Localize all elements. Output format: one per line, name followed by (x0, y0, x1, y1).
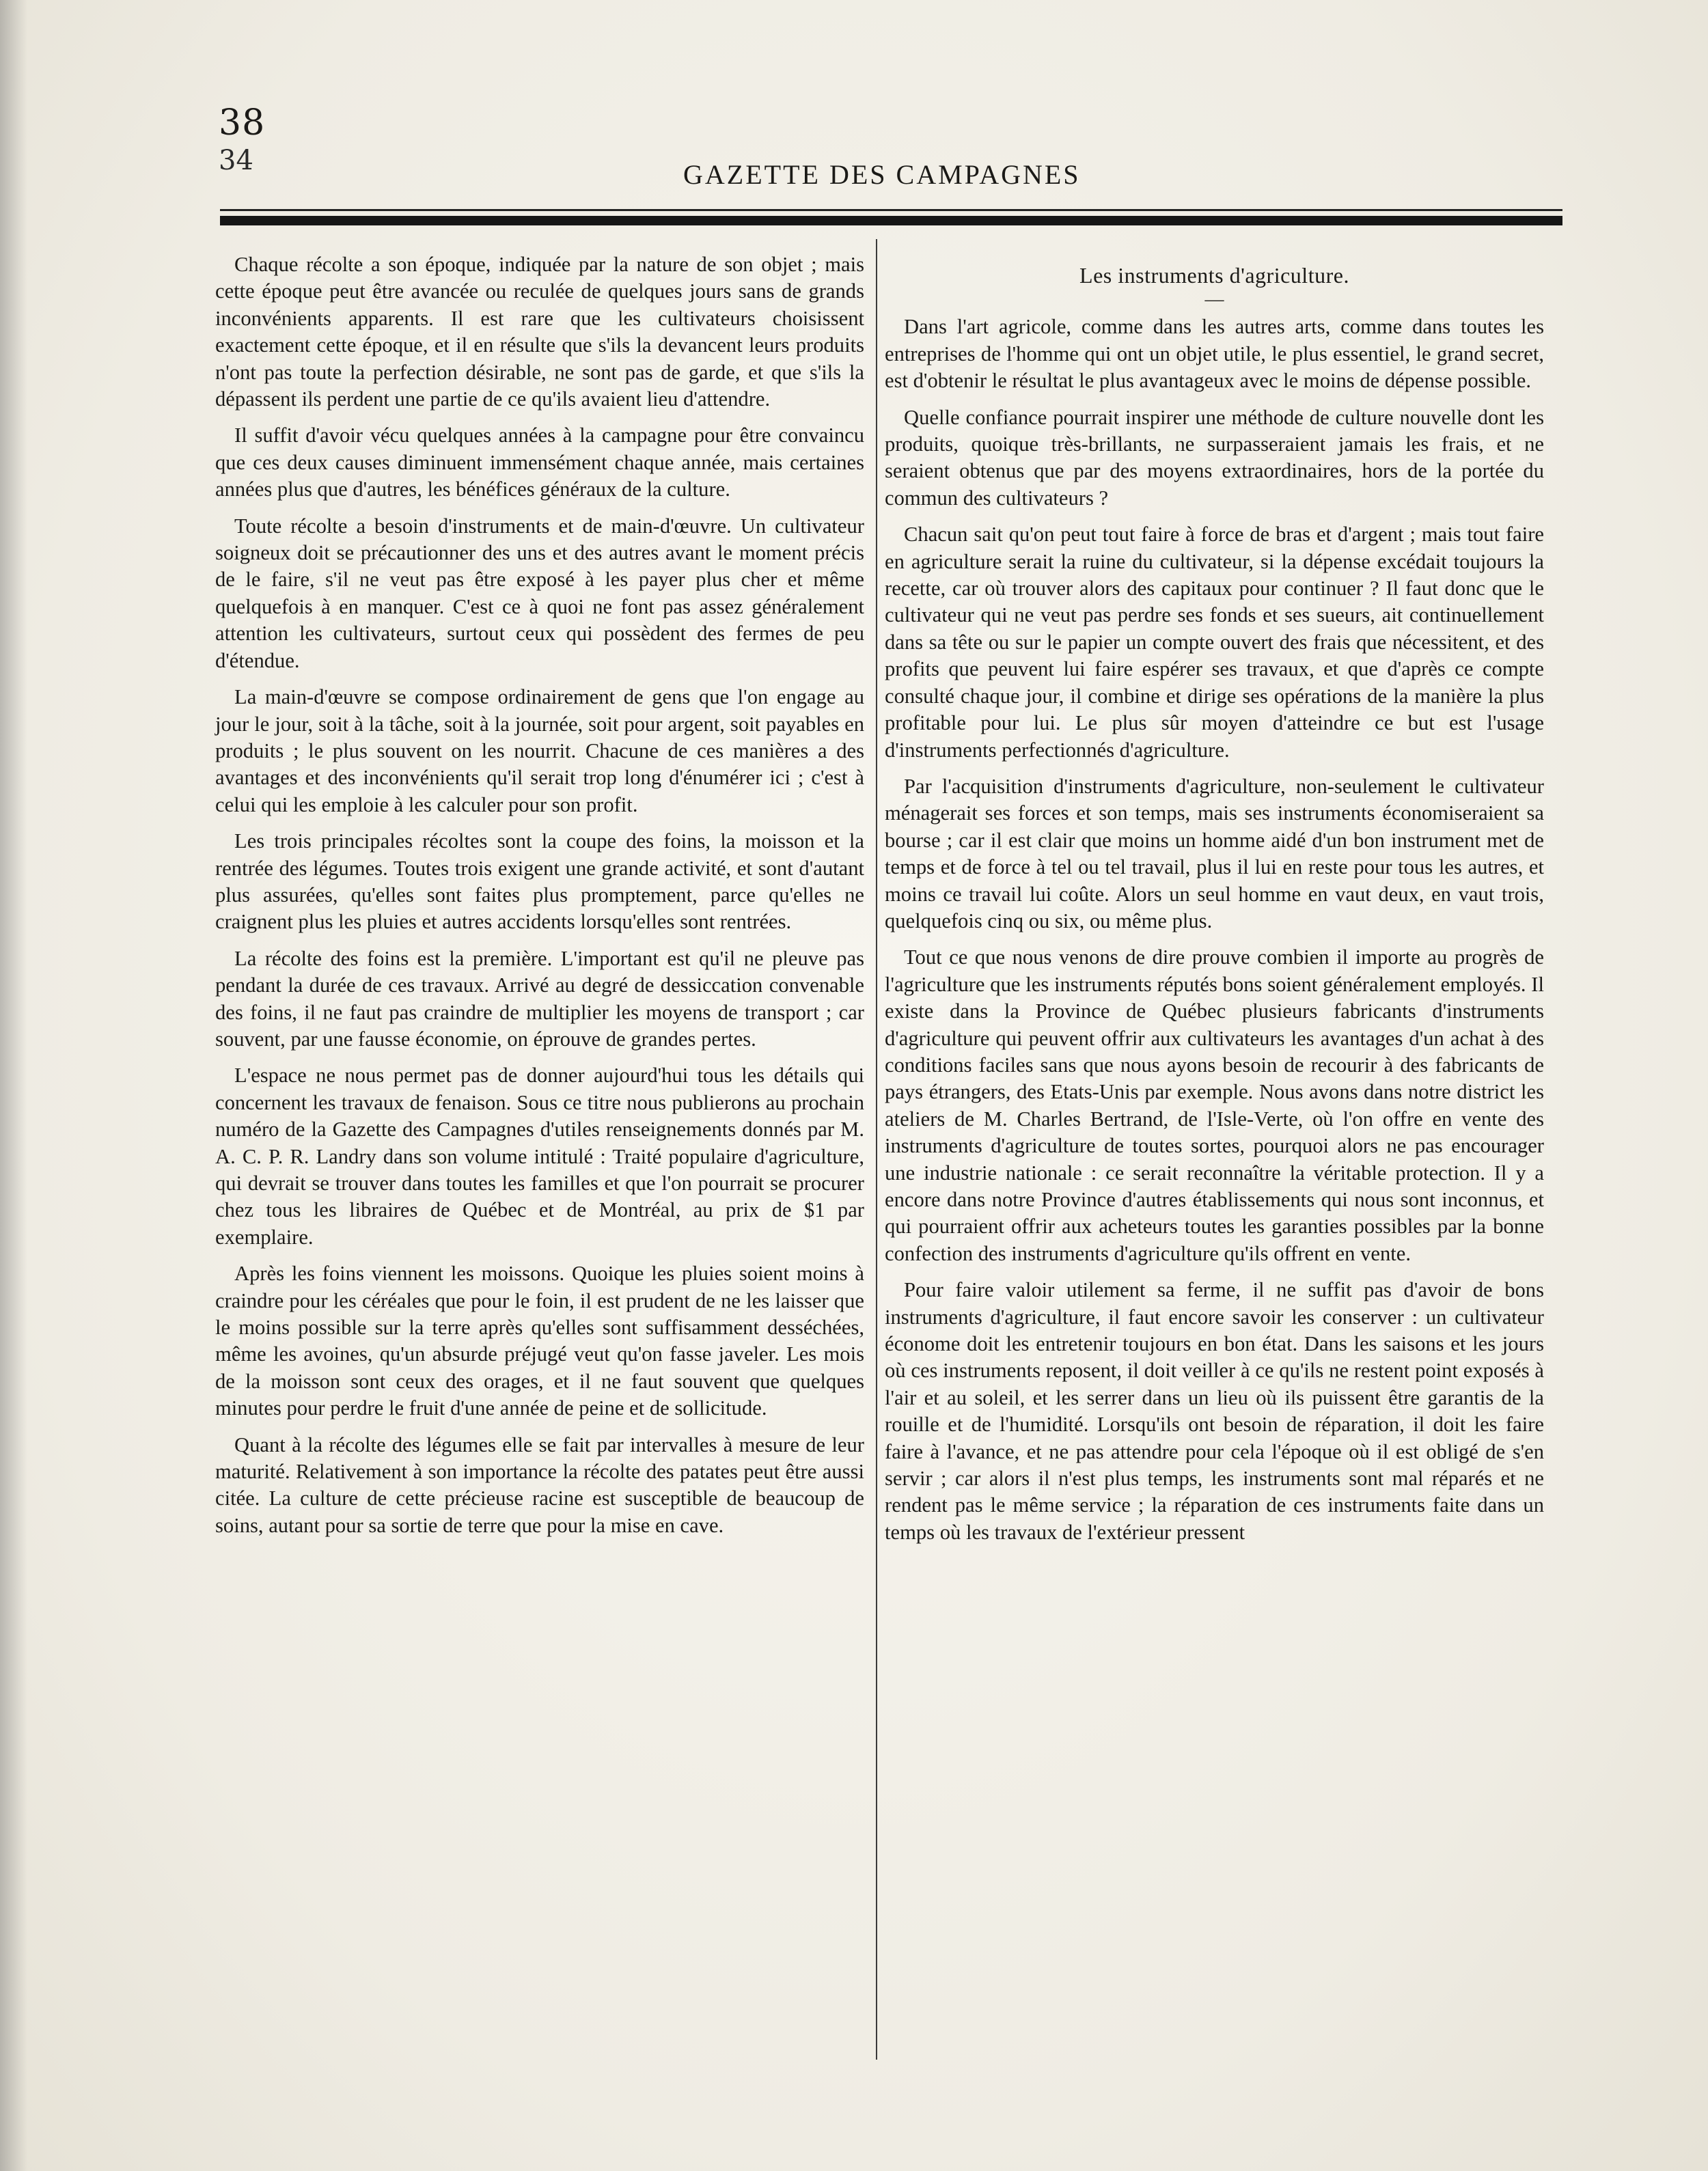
paragraph: Quelle confiance pourrait inspirer une méthode de culture nouvelle dont les produits, quoique très-brillants, ne surpasseraient jamais les frais, et ne seraient obtenus que par des moyens extraordinaires, hors de la portée du commun des cultivateurs ? (885, 405, 1544, 510)
paragraph: L'espace ne nous permet pas de donner aujourd'hui tous les détails qui concernent les travaux de fenaison. Sous ce titre nous publierons au prochain numéro de la Gazette des Campagnes d'utiles renseignements donnés par M. A. C. P. R. Landry dans son volume intitulé : Traité populaire d'agriculture, qui devrait se trouver dans toutes les familles et que l'on pourrait se procurer chez tous les libraires de Québec et de Montréal, au prix de $1 par exemplaire. (215, 1064, 864, 1249)
scan-edge-shadow (0, 0, 27, 2171)
column-divider (876, 239, 877, 2060)
header-rule-thin (220, 209, 1562, 211)
paragraph: Pour faire valoir utilement sa ferme, il ne suffit pas d'avoir de bons instruments d'agriculture, il faut encore savoir les conserver : un cultivateur économe doit les entretenir toujours en bon état. Dans les saisons et les jours où ces instruments reposent, il doit veiller à ce qu'ils ne restent point exposés à l'air et au soleil, et les serrer dans un lieu où ils puissent être garantis de la rouille et de l'humidité. Lorsqu'ils ont besoin de réparation, il doit les faire faire à l'avance, et ne pas attendre pour cela l'époque où il est obligé de s'en servir ; car alors il n'est plus temps, les instruments sont mal réparés et ne rendent pas le même service ; la réparation de ces instruments faite dans un temps où les travaux de l'extérieur pressent (885, 1278, 1544, 1544)
paragraph: Tout ce que nous venons de dire prouve combien il importe au progrès de l'agriculture que les instruments réputés bons soient généralement employés. Il existe dans la Province de Québec plusieurs fabricants d'instruments d'agriculture qui peuvent offrir aux cultivateurs les avantages d'un achat à des conditions faciles sans que nous ayons besoin de recourir à des fabricants de pays étrangers, des Etats-Unis par exemple. Nous avons dans notre district les ateliers de M. Charles Bertrand, de l'Isle-Verte, où l'on offre en vente des instruments d'agriculture de toutes sortes, pourquoi alors ne pas encourager une industrie nationale : ce serait reconnaître la véritable protection. Il y a encore dans notre Province d'autres établissements qui nous sont inconnus, et qui pourraient offrir aux acheteurs toutes les garanties possibles par la bonne confection des instruments d'agriculture qu'ils offrent en vente. (885, 945, 1544, 1265)
masthead-title: GAZETTE DES CAMPAGNES (683, 159, 1081, 190)
paragraph: Après les foins viennent les moissons. Quoique les pluies soient moins à craindre pour les céréales que pour le foin, il est prudent de ne les laisser que le moins possible sur la terre après qu'elles sont suffisamment desséchées, même les avoines, qu'un absurde préjugé veut qu'on fasse javeler. Les mois de la moisson sont ceux des orages, et il ne faut souvent que quelques minutes pour perdre le fruit d'une année de peine et de sollicitude. (215, 1262, 864, 1420)
header-rule-thick (220, 216, 1562, 225)
title-dash: — (1204, 289, 1224, 311)
paragraph: Chaque récolte a son époque, indiquée par la nature de son objet ; mais cette époque peut être avancée ou reculée de quelques jours sans de grands inconvénients apparents. Il est rare que les cultivateurs choisissent exactement cette époque, et il en résulte que s'ils la devancent leurs produits n'ont pas toute la perfection désirable, ne sont pas de garde, et que s'ils la dépassent ils perdent une partie de ce qu'ils avaient lieu d'attendre. (215, 253, 864, 411)
paragraph: Toute récolte a besoin d'instruments et de main-d'œuvre. Un cultivateur soigneux doit se précautionner des uns et des autres avant le moment précis de le faire, s'il ne veut pas être exposé à les payer plus cher et même quelquefois à en manquer. C'est ce à quoi ne font pas assez généralement attention les cultivateurs, surtout ceux qui possèdent des fermes de peu d'étendue. (215, 514, 864, 672)
paragraph: Par l'acquisition d'instruments d'agriculture, non-seulement le cultivateur ménagerait ses forces et son temps, mais ses instruments économiseraient sa bourse ; car il est clair que moins un homme aidé d'un bon instrument met de temps et de force à tel ou tel travail, plus il lui en reste pour tous les autres, et moins ce travail lui coûte. Alors un seul homme en vaut deux, en vaut trois, quelquefois cinq ou six, ou même plus. (885, 774, 1544, 932)
page-number: 38 (219, 102, 266, 143)
left-column (215, 251, 864, 1549)
paragraph: Les trois principales récoltes sont la coupe des foins, la moisson et la rentrée des légumes. Toutes trois exigent une grande activité, et sont d'autant plus assurées, qu'elles sont faites plus promptement, parce qu'elles ne craignent plus les pluies et autres accidents lorsqu'elles sont rentrées. (215, 829, 864, 934)
paragraph: La main-d'œuvre se compose ordinairement de gens que l'on engage au jour le jour, soit à la tâche, soit à la journée, soit pour argent, soit payables en produits ; le plus souvent on les nourrit. Chacune de ces manières a des avantages et des inconvénients qu'il serait trop long d'énumérer ici ; c'est à celui qui les emploie à les calculer pour son profit. (215, 685, 864, 816)
paragraph: Il suffit d'avoir vécu quelques années à la campagne pour être convaincu que ces deux causes diminuent immensément chaque année, mais certaines années plus que d'autres, les bénéfices généraux de la culture. (215, 424, 864, 501)
paragraph: Dans l'art agricole, comme dans les autres arts, comme dans toutes les entreprises de l'homme qui ont un objet utile, le plus essentiel, le grand secret, est d'obtenir le résultat le plus avantageux avec le moins de dépense possible. (885, 315, 1544, 393)
article-title: Les instruments d'agriculture. (1079, 263, 1349, 288)
paragraph: Chacun sait qu'on peut tout faire à force de bras et d'argent ; mais tout faire en agriculture serait la ruine du cultivateur, si la dépense excédait toujours la recette, car où trouver alors des capitaux pour continuer ? Il faut donc que le cultivateur qui ne veut pas perdre ses fonds et ses sueurs, ait continuellement dans sa tête ou sur le papier un compte ouvert des frais que nécessitent, et des profits que peuvent lui faire espérer ses travaux, et que d'après ce compte consulté chaque jour, il combine et dirige ses opérations de la manière la plus profitable pour lui. Le plus sûr moyen d'atteindre ce but est l'usage d'instruments perfectionnés d'agriculture. (885, 523, 1544, 762)
page-number-scribble: 34 (219, 145, 253, 176)
right-column (885, 251, 1544, 1555)
paragraph: La récolte des foins est la première. L'important est qu'il ne pleuve pas pendant la durée de ces travaux. Arrivé au degré de dessiccation convenable des foins, il ne faut pas craindre de multiplier les moyens de transport ; car souvent, par une fausse économie, on éprouve de grandes pertes. (215, 946, 864, 1051)
paragraph: Quant à la récolte des légumes elle se fait par intervalles à mesure de leur maturité. Relativement à son importance la récolte des patates peut être aussi citée. La culture de cette précieuse racine est susceptible de beaucoup de soins, autant pour sa sortie de terre que pour la mise en cave. (215, 1433, 864, 1537)
